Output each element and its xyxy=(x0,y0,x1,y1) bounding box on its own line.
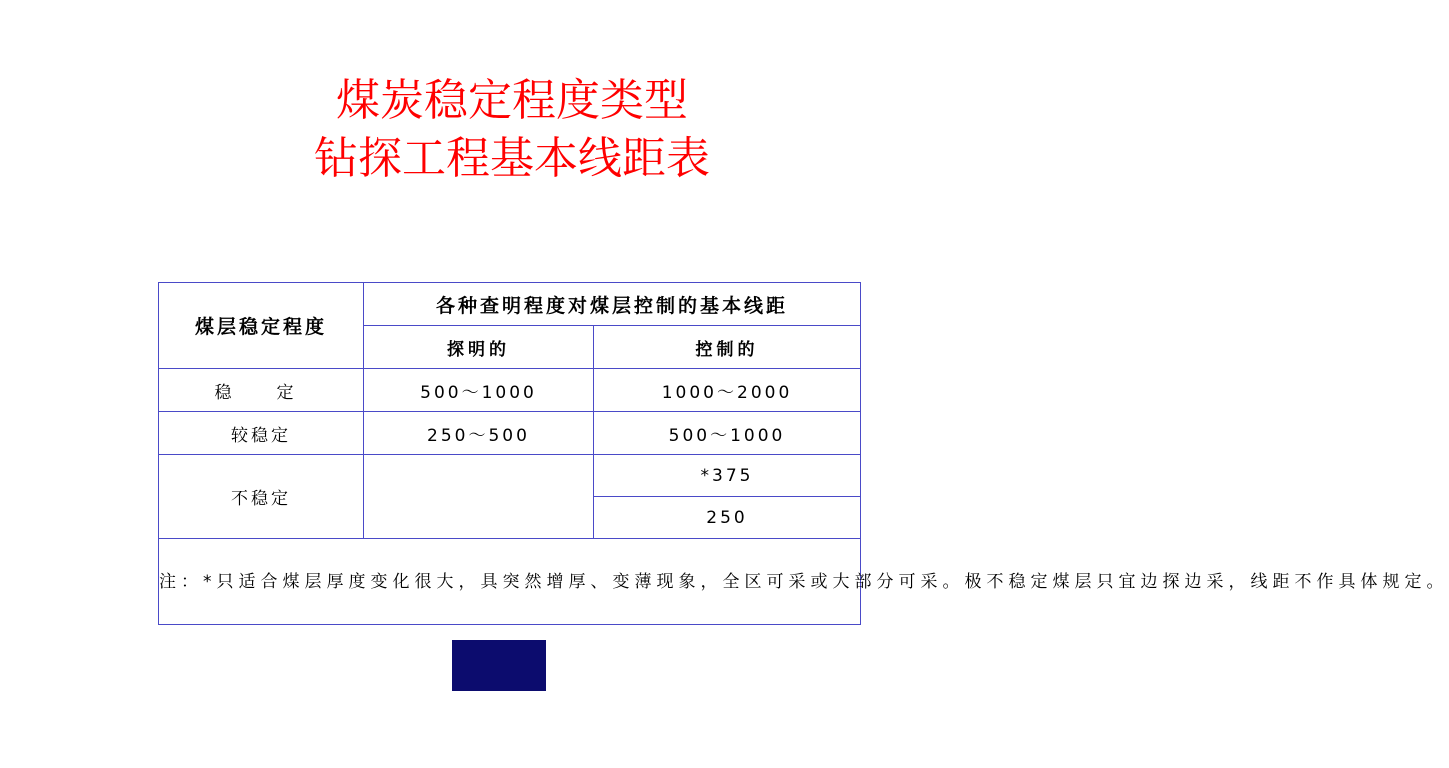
cell-controlled: *375 xyxy=(594,455,861,497)
slide-title xyxy=(0,72,1024,188)
line-spacing-table xyxy=(158,282,1449,625)
cell-controlled: 500～1000 xyxy=(594,412,861,455)
table-note: 注：*只适合煤层厚度变化很大，具突然增厚、变薄现象，全区可采或大部分可采。极不稳定煤层只宜边探边采，线距不作具体规定。 xyxy=(159,539,861,625)
table-row xyxy=(159,369,861,412)
table-row xyxy=(159,412,861,455)
cell-stability: 稳 定 xyxy=(159,369,364,412)
cell-controlled: 1000～2000 xyxy=(594,369,861,412)
title-line-1: 煤炭稳定程度类型 xyxy=(336,75,688,126)
cell-proven-empty xyxy=(364,455,594,539)
header-controlled: 控制的 xyxy=(594,326,861,369)
header-proven: 探明的 xyxy=(364,326,594,369)
header-group: 各种查明程度对煤层控制的基本线距 xyxy=(364,283,861,326)
header-stability: 煤层稳定程度 xyxy=(159,283,364,369)
cell-proven: 250～500 xyxy=(364,412,594,455)
decorative-block xyxy=(452,640,546,691)
cell-stability: 不稳定 xyxy=(159,455,364,539)
table-row xyxy=(159,455,861,497)
cell-proven: 500～1000 xyxy=(364,369,594,412)
title-line-2: 钻探工程基本线距表 xyxy=(314,133,710,184)
cell-stability: 较稳定 xyxy=(159,412,364,455)
cell-controlled: 250 xyxy=(594,497,861,539)
